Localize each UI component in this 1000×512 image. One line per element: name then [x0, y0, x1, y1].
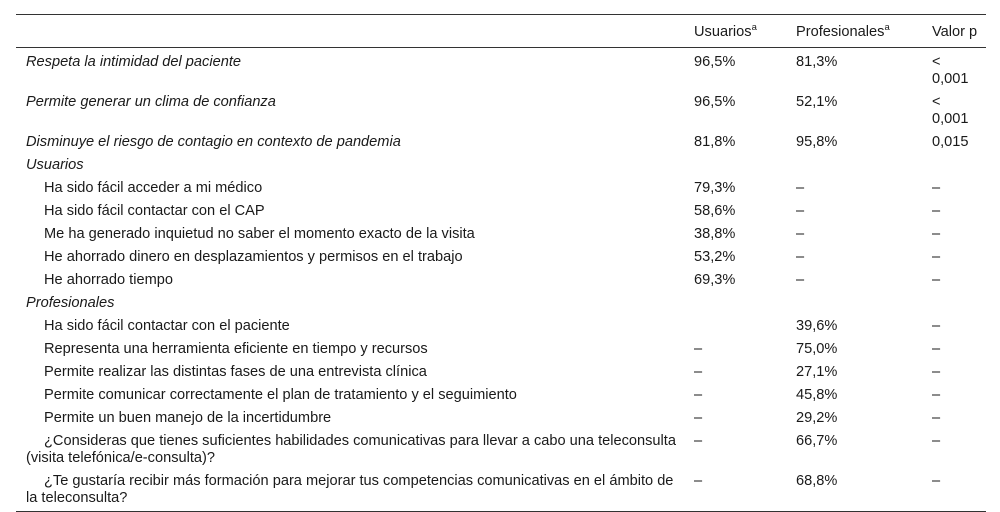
table-row [16, 385, 986, 408]
row-users-value: 58,6% [694, 203, 736, 219]
row-prof-value: – [796, 272, 805, 288]
header-users [686, 15, 788, 48]
table-row [16, 471, 986, 512]
row-label: Representa una herramienta eficiente en tiempo y recursos [44, 341, 428, 357]
row-label: Ha sido fácil contactar con el paciente [44, 318, 290, 334]
row-p-value: – [932, 473, 941, 489]
table-row [16, 132, 986, 155]
header-users-footnote: a [751, 22, 757, 34]
row-p-value: – [932, 318, 941, 334]
row-users-value: 96,5% [694, 54, 736, 70]
row-label: Permite generar un clima de confianza [26, 94, 276, 110]
row-label: He ahorrado dinero en desplazamientos y permisos en el trabajo [44, 249, 463, 265]
p-prefix: < [932, 54, 941, 70]
row-label: Ha sido fácil acceder a mi médico [44, 180, 263, 196]
row-users-value: – [694, 387, 703, 403]
row-users-value: 53,2% [694, 249, 736, 265]
row-users-value: 69,3% [694, 272, 736, 288]
table-row [16, 362, 986, 385]
table-row [16, 48, 986, 92]
row-p-value: – [932, 387, 941, 403]
header-p-value: Valor p [932, 24, 978, 40]
header-prof-label: Profesionales [796, 24, 885, 40]
row-label: ¿Consideras que tienes suficientes habilidades comunicativas para llevar a cabo una teleconsulta (visita telefónica/e-consulta)? [26, 433, 676, 466]
row-label: Disminuye el riesgo de contagio en contexto de pandemia [26, 134, 401, 150]
row-users-value [686, 316, 788, 339]
row-label: Ha sido fácil contactar con el CAP [44, 203, 265, 219]
table-row [16, 316, 986, 339]
row-prof-value: 45,8% [796, 387, 838, 403]
header-professionals [788, 15, 924, 48]
section-row-professionals [16, 293, 986, 316]
row-label: Me ha generado inquietud no saber el momento exacto de la visita [44, 226, 475, 242]
row-prof-value: 68,8% [796, 473, 838, 489]
row-users-value: – [694, 364, 703, 380]
row-label: Permite un buen manejo de la incertidumbre [44, 410, 332, 426]
row-p-value: – [932, 341, 941, 357]
table-row [16, 270, 986, 293]
row-users-value: 38,8% [694, 226, 736, 242]
row-users-value: – [694, 341, 703, 357]
row-prof-value: 52,1% [796, 94, 838, 110]
row-users-value: 81,8% [694, 134, 736, 150]
p-prefix: < [932, 94, 941, 110]
row-p-value: 0,015 [932, 134, 969, 150]
row-prof-value: 27,1% [796, 364, 838, 380]
row-p-value: – [932, 249, 941, 265]
table-row [16, 92, 986, 132]
p-number: 0,001 [932, 111, 969, 127]
row-p-value: – [932, 433, 941, 449]
table-row [16, 339, 986, 362]
table-row [16, 408, 986, 431]
table-header-row [16, 15, 986, 48]
header-label-cell [16, 15, 686, 48]
row-label: Respeta la intimidad del paciente [26, 54, 241, 70]
row-prof-value: 66,7% [796, 433, 838, 449]
row-label: Permite comunicar correctamente el plan de tratamiento y el seguimiento [44, 387, 517, 403]
row-users-value: – [694, 433, 703, 449]
row-p-value [924, 92, 986, 132]
empty-cell [924, 155, 986, 178]
section-label: Profesionales [26, 295, 115, 311]
empty-cell [788, 293, 924, 316]
section-row-users [16, 155, 986, 178]
results-table-container [16, 14, 986, 512]
row-prof-value: 95,8% [796, 134, 838, 150]
row-p-value [924, 48, 986, 92]
section-label: Usuarios [26, 157, 84, 173]
row-p-value: – [932, 226, 941, 242]
row-prof-value: – [796, 180, 805, 196]
row-prof-value: 75,0% [796, 341, 838, 357]
empty-cell [686, 155, 788, 178]
row-users-value: – [694, 410, 703, 426]
row-p-value: – [932, 203, 941, 219]
empty-cell [924, 293, 986, 316]
row-users-value: 96,5% [694, 94, 736, 110]
empty-cell [686, 293, 788, 316]
table-row [16, 201, 986, 224]
row-prof-value: 29,2% [796, 410, 838, 426]
row-p-value: – [932, 410, 941, 426]
row-users-value: – [694, 473, 703, 489]
results-table [16, 14, 986, 512]
table-row [16, 178, 986, 201]
p-number: 0,001 [932, 71, 969, 87]
row-users-value: 79,3% [694, 180, 736, 196]
table-row [16, 431, 986, 471]
header-prof-footnote: a [884, 22, 890, 34]
empty-cell [788, 155, 924, 178]
row-p-value: – [932, 272, 941, 288]
row-label: ¿Te gustaría recibir más formación para mejorar tus competencias comunicativas en el ámbito de la teleconsulta? [26, 473, 674, 506]
row-prof-value: – [796, 226, 805, 242]
row-p-value: – [932, 364, 941, 380]
row-label: He ahorrado tiempo [44, 272, 173, 288]
table-row [16, 247, 986, 270]
row-p-value: – [932, 180, 941, 196]
row-prof-value: – [796, 203, 805, 219]
table-row [16, 224, 986, 247]
row-prof-value: – [796, 249, 805, 265]
row-label: Permite realizar las distintas fases de una entrevista clínica [44, 364, 427, 380]
header-users-label: Usuarios [694, 24, 752, 40]
row-prof-value: 39,6% [796, 318, 838, 334]
row-prof-value: 81,3% [796, 54, 838, 70]
